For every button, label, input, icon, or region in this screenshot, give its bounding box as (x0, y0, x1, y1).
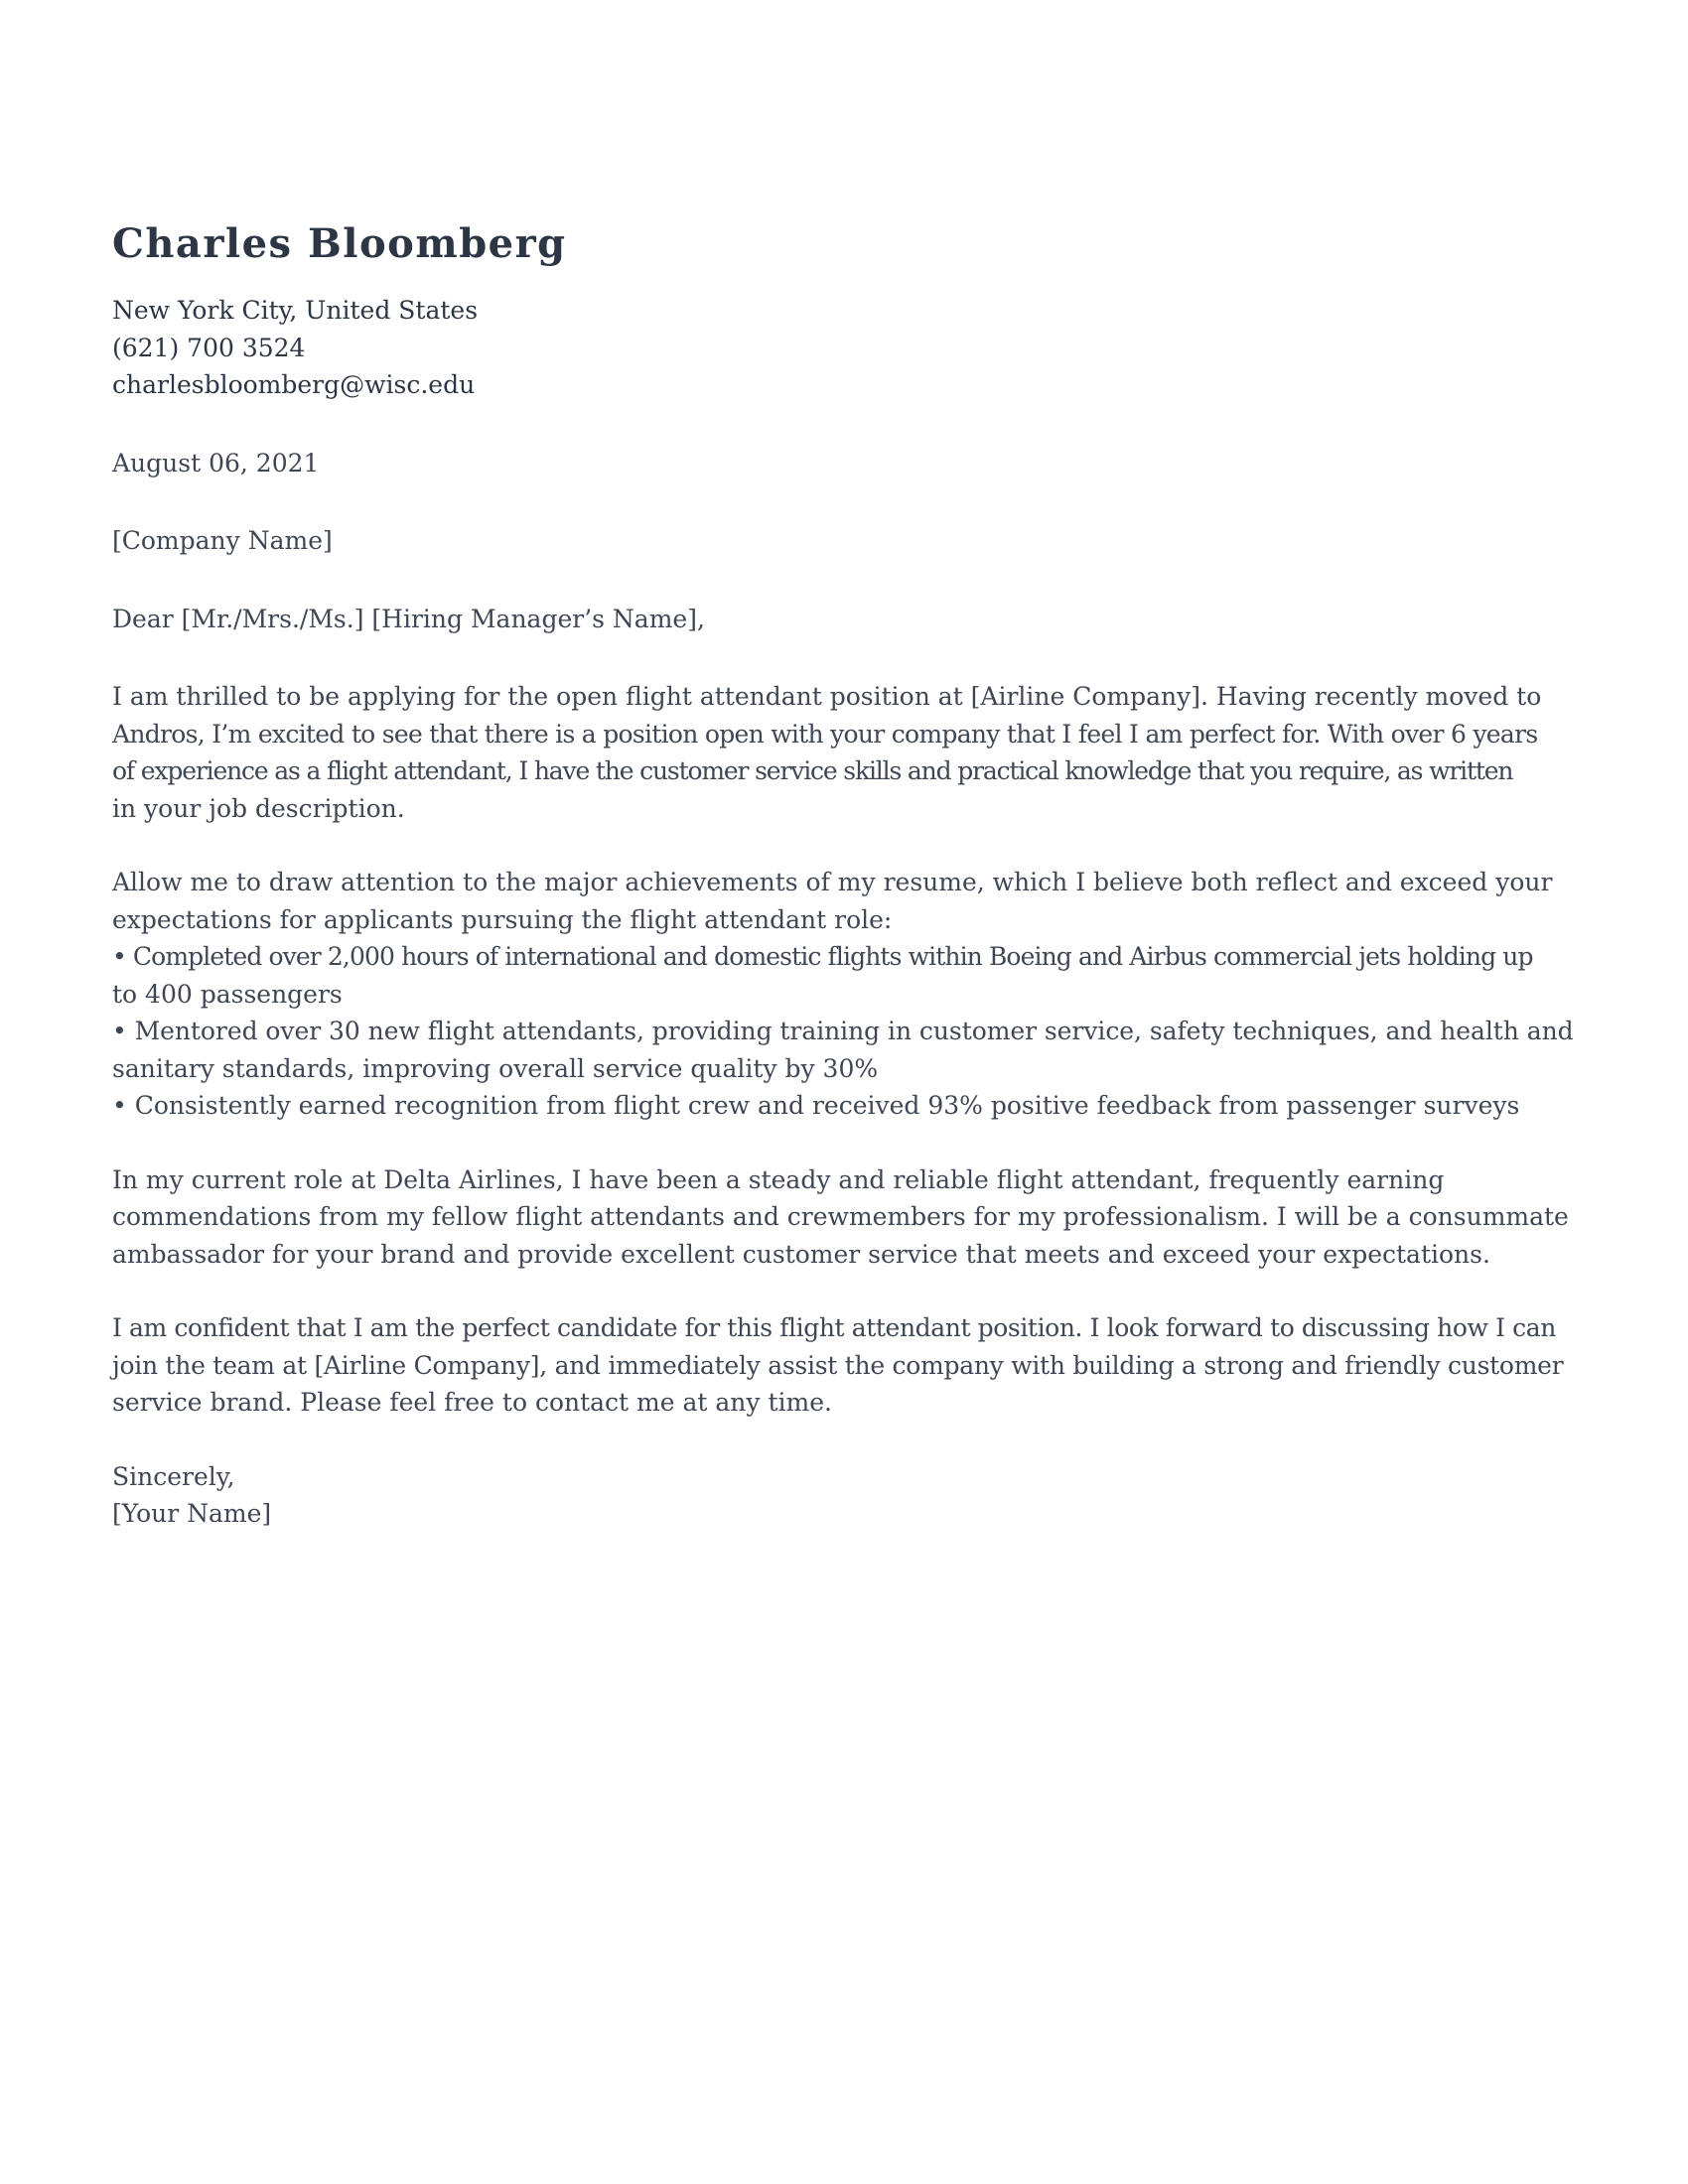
paragraph-line: Allow me to draw attention to the major achievements of my resume, which I believe both reflect and exceed your (112, 868, 1553, 896)
paragraph-line: join the team at [Airline Company], and immediately assist the company with building a strong and friendly customer (112, 1350, 1564, 1380)
sender-contact (112, 292, 1576, 404)
paragraph-line: sanitary standards, improving overall service quality by 30% (112, 1053, 879, 1083)
sender-location: New York City, United States (112, 296, 479, 325)
paragraph-line: In my current role at Delta Airlines, I have been a steady and reliable flight attendant, frequently earning (112, 1164, 1445, 1194)
sender-email: charlesbloomberg@wisc.edu (112, 370, 476, 399)
paragraph-line: I am confident that I am the perfect candidate for this flight attendant position. I look forward to discussing how I can (112, 1313, 1556, 1342)
paragraph-line: expectations for applicants pursuing the flight attendant role: (112, 904, 893, 934)
cover-letter (112, 220, 1576, 1533)
achievement-bullet: • Completed over 2,000 hours of international and domestic flights within Boeing and Airbus commercial jets holding up (112, 942, 1533, 971)
paragraph-line: service brand. Please feel free to contact me at any time. (112, 1388, 832, 1417)
current-role-paragraph (112, 1161, 1576, 1274)
signature-name: [Your Name] (112, 1499, 272, 1528)
sender-name: Charles Bloomberg (112, 220, 567, 267)
recipient-company: [Company Name] (112, 526, 333, 555)
achievements-paragraph (112, 864, 1576, 1125)
paragraph-line: of experience as a flight attendant, I have the customer service skills and practical knowledge that you require, as written (112, 756, 1513, 785)
sender-phone: (621) 700 3524 (112, 333, 306, 362)
paragraph-line: in your job description. (112, 793, 405, 823)
achievement-bullet: • Consistently earned recognition from flight crew and received 93% positive feedback from passenger surveys (112, 1091, 1520, 1120)
signature-block (112, 1458, 1576, 1533)
achievement-bullet: • Mentored over 30 new flight attendants, providing training in customer service, safety techniques, and health and (112, 1017, 1574, 1045)
paragraph-line: ambassador for your brand and provide excellent customer service that meets and exceed your expectations. (112, 1239, 1490, 1269)
letter-date: August 06, 2021 (112, 448, 320, 478)
intro-paragraph (112, 678, 1576, 827)
paragraph-line: commendations from my fellow flight attendants and crewmembers for my professionalism. I will be a consummate (112, 1202, 1569, 1231)
paragraph-line: to 400 passengers (112, 979, 343, 1009)
salutation: Dear [Mr./Mrs./Ms.] [Hiring Manager’s Name], (112, 604, 705, 633)
paragraph-line: Andros, I’m excited to see that there is a position open with your company that I feel I am perfect for. With over 6 years (112, 719, 1538, 749)
signoff: Sincerely, (112, 1461, 235, 1491)
paragraph-line: I am thrilled to be applying for the open flight attendant position at [Airline Company]. Having recently moved to (112, 682, 1542, 711)
closing-paragraph (112, 1309, 1576, 1422)
